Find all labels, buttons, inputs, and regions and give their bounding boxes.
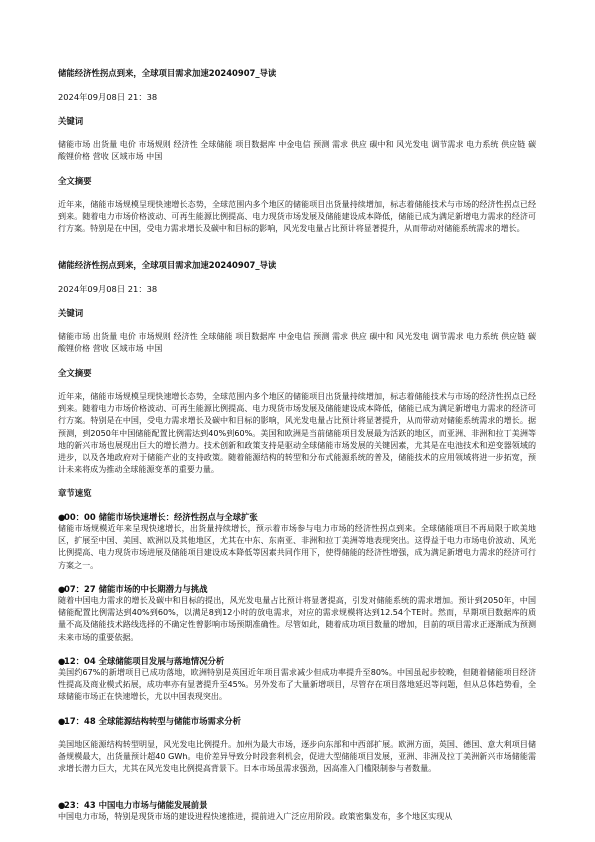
bullet-icon: ● bbox=[58, 512, 66, 522]
chapter-title: 07：27 储能市场的中长期潜力与挑战 bbox=[64, 584, 208, 594]
summary-heading: 全文摘要 bbox=[58, 176, 92, 186]
chapters-heading: 章节速览 bbox=[58, 488, 92, 498]
chapter-heading bbox=[58, 655, 536, 667]
chapter-title: 00：00 储能市场快速增长：经济性拐点与全球扩张 bbox=[64, 512, 258, 522]
doc-date: 2024年09月08日 21：38 bbox=[58, 92, 158, 102]
chapter-title: 12：04 全球储能项目发展与落地情况分析 bbox=[64, 656, 225, 666]
doc-date-repeat: 2024年09月08日 21：38 bbox=[58, 284, 158, 294]
keywords-text: 储能市场 出货量 电价 市场规则 经济性 全球储能 项目数据库 中金电信 预测 需求 供应 碳中和 风光发电 调节需求 电力系统 供应链 碳酸锂价格 营收 区域市场 中国 bbox=[58, 140, 536, 162]
chapter-title: 23：43 中国电力市场与储能发展前景 bbox=[64, 800, 208, 810]
doc-title: 储能经济性拐点到来，全球项目需求加速20240907_导读 bbox=[58, 68, 277, 78]
chapter-title: 17：48 全球能源结构转型与储能市场需求分析 bbox=[64, 716, 241, 726]
bullet-icon: ● bbox=[58, 656, 66, 666]
chapter-heading bbox=[58, 715, 536, 727]
summary-text: 近年来，储能市场规模呈现快速增长态势，全球范围内多个地区的储能项目出货量持续增加，标志着储能技术与市场的经济性拐点已经到来。随着电力市场价格波动、可再生能源比例提高、电力现货市场发展及储能建设成本降低，储能已成为满足新增电力需求的经济可行方案。特别是在中国，受电力需求增长及碳中和目标的影响，风光发电量占比预计将显著提升，从而带动对储能系统需求的增长。 bbox=[58, 200, 536, 234]
bullet-icon: ● bbox=[58, 716, 66, 726]
keywords-heading: 关键词 bbox=[58, 116, 84, 126]
keywords-heading-repeat: 关键词 bbox=[58, 308, 84, 318]
bullet-icon: ● bbox=[58, 584, 66, 594]
chapter-heading bbox=[58, 799, 536, 811]
summary-heading-repeat: 全文摘要 bbox=[58, 368, 92, 378]
chapter-body: 美国地区能源结构转型明显，风光发电比例提升。加州为最大市场，逐步向东部和中西部扩展。欧洲方面，英国、德国、意大利项目储备规模最大，出货量预计超40 GWh。电价差异导致分时段套利机会，促进大型储能项目发展，亚洲、非洲及拉丁美洲新兴市场储能需求增长潜力巨大，尤其在风光发电比例提高背景下。日本市场虽需求强劲，因高准入门槛限制参与者数量。 bbox=[58, 740, 536, 774]
chapter-body: 储能市场规模近年来呈现快速增长，出货量持续增长，预示着市场参与电力市场的经济性拐点到来。全球储能项目不再局限于欧美地区，扩展至中国、美国、欧洲以及其他地区，尤其在中东、东南亚、非洲和拉丁美洲等地表现突出。这得益于电力市场电价波动、风光比例提高、电力现货市场进展及储能项目建设成本降低等因素共同作用下，使得储能的经济性增强，成为满足新增电力需求的经济可行方案之一。 bbox=[58, 524, 536, 570]
chapter-body: 随着中国电力需求的增长及碳中和目标的提出，风光发电量占比预计将显著提高，引发对储能系统的需求增加。预计到2050年，中国储能配置比例需达到40%到60%，以满足8到12小时的放电需求，对应的需求规模将达到12.54个TE时。然而，早期项目数据库的质量不高及储能技术路线选择的不确定性曾影响市场预期准确性。尽管如此，随着成功项目数量的增加，目前的项目需求正逐渐成为预测未来市场的重要依据。 bbox=[58, 596, 536, 642]
chapter-heading bbox=[58, 511, 536, 523]
keywords-text-repeat: 储能市场 出货量 电价 市场规则 经济性 全球储能 项目数据库 中金电信 预测 需求 供应 碳中和 风光发电 调节需求 电力系统 供应链 碳酸锂价格 营收 区域市场 中国 bbox=[58, 332, 536, 354]
chapter-body: 美国约67%的新增项目已成功落地，欧洲特别是英国近年项目需求减少但成功率提升至80%。中国虽起步较晚，但随着储能项目经济性提高及商业模式拓展，成功率亦有显著提升至45%。另外发布了大量新增项目，尽管存在项目落地延迟等问题，但从总体趋势看，全球储能市场正在快速增长，尤以中国表现突出。 bbox=[58, 668, 536, 702]
bullet-icon: ● bbox=[58, 800, 66, 810]
chapter-body: 中国电力市场，特别是现货市场的建设进程快速推进，提前进入广泛应用阶段。政策密集发布，多个地区实现从 bbox=[58, 812, 453, 821]
chapter-heading bbox=[58, 583, 536, 595]
doc-title-repeat: 储能经济性拐点到来，全球项目需求加速20240907_导读 bbox=[58, 260, 277, 270]
summary-text-full: 近年来，储能市场规模呈现快速增长态势，全球范围内多个地区的储能项目出货量持续增加，标志着储能技术与市场的经济性拐点已经到来。随着电力市场价格波动、可再生能源比例提高、电力现货市场发展及储能建设成本降低，储能已成为满足新增电力需求的经济可行方案。特别是在中国，受电力需求增长及碳中和目标的影响，风光发电量占比预计将显著提升，从而带动对储能系统需求的增长。据预测，到2050年中国储能配置比例需达到40%到60%。美国和欧洲是当前储能项目发展最为活跃的地区，而亚洲、非洲和拉丁美洲等地的新兴市场也展现出巨大的增长潜力。技术创新和政策支持是驱动全球储能市场发展的关键因素，尤其是在电池技术和逆变器领域的进步，以及各地政府对于储能产业的支持政策。随着能源结构的转型和分布式能源系统的普及，储能技术的应用领域将进一步拓宽，预计未来将成为推动全球能源变革的重要力量。 bbox=[58, 392, 536, 475]
